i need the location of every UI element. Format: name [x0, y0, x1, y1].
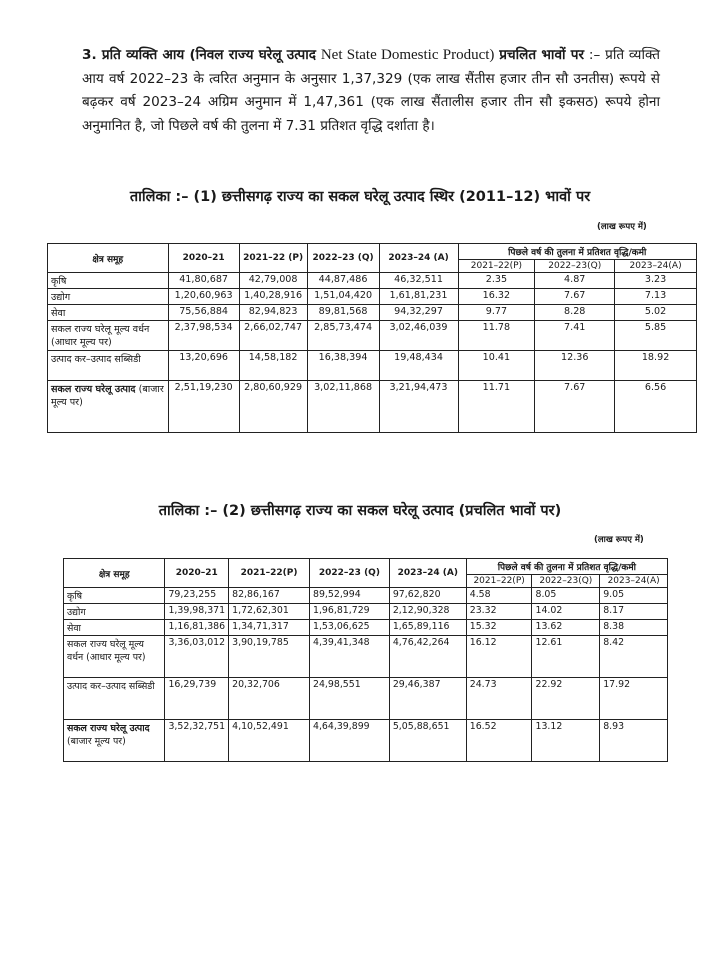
value-cell: 1,72,62,301 — [229, 604, 310, 620]
value-cell: 6.56 — [615, 381, 697, 433]
value-cell: 13.62 — [532, 620, 600, 636]
value-cell: 7.67 — [535, 381, 615, 433]
table-row — [64, 604, 668, 620]
value-cell: 8.28 — [535, 305, 615, 321]
year-header: 2021–22(P) — [229, 559, 310, 588]
value-cell: 11.78 — [458, 321, 535, 351]
table-row — [48, 381, 697, 433]
value-cell: 2,66,02,747 — [239, 321, 307, 351]
value-cell: 13,20,696 — [168, 351, 239, 381]
value-cell: 9.05 — [600, 588, 668, 604]
paragraph-lead-2: प्रचलित भावों पर — [499, 47, 585, 63]
value-cell: 42,79,008 — [239, 273, 307, 289]
value-cell: 1,16,81,386 — [165, 620, 229, 636]
value-cell: 13.12 — [532, 720, 600, 762]
value-cell: 16.12 — [466, 636, 532, 678]
value-cell: 5.02 — [615, 305, 697, 321]
growth-year-header: 2021–22(P) — [466, 575, 532, 588]
paragraph-lead: 3. प्रति व्यक्ति आय (निवल राज्य घरेलू उत्पाद — [82, 47, 316, 63]
year-header: 2023–24 (A) — [379, 244, 458, 273]
sector-name — [48, 381, 169, 433]
sector-name — [48, 273, 169, 289]
value-cell: 12.61 — [532, 636, 600, 678]
value-cell: 16,29,739 — [165, 678, 229, 720]
sector-name-text: उद्योग — [51, 292, 71, 303]
value-cell: 4,76,42,264 — [389, 636, 466, 678]
value-cell: 41,80,687 — [168, 273, 239, 289]
value-cell: 82,94,823 — [239, 305, 307, 321]
value-cell: 1,34,71,317 — [229, 620, 310, 636]
sector-header: क्षेत्र समूह — [64, 559, 165, 588]
value-cell: 7.67 — [535, 289, 615, 305]
value-cell: 3.23 — [615, 273, 697, 289]
value-cell: 2,51,19,230 — [168, 381, 239, 433]
value-cell: 20,32,706 — [229, 678, 310, 720]
value-cell: 4.58 — [466, 588, 532, 604]
table-row — [64, 588, 668, 604]
table-row — [48, 305, 697, 321]
growth-header: पिछले वर्ष की तुलना में प्रतिशत वृद्धि/कमी — [458, 244, 697, 260]
value-cell: 3,02,11,868 — [307, 381, 379, 433]
sector-name-text: कृषि — [67, 591, 83, 602]
value-cell: 10.41 — [458, 351, 535, 381]
sector-name — [64, 604, 165, 620]
growth-year-header: 2022–23(Q) — [532, 575, 600, 588]
value-cell: 2,85,73,474 — [307, 321, 379, 351]
sector-name — [48, 321, 169, 351]
sector-name — [64, 588, 165, 604]
value-cell: 3,90,19,785 — [229, 636, 310, 678]
gsdp-constant-prices-table — [47, 243, 697, 433]
table-row — [48, 289, 697, 305]
value-cell: 2,37,98,534 — [168, 321, 239, 351]
header-row — [64, 559, 668, 575]
table-row — [48, 273, 697, 289]
value-cell: 5,05,88,651 — [389, 720, 466, 762]
value-cell: 2,12,90,328 — [389, 604, 466, 620]
value-cell: 4,39,41,348 — [309, 636, 389, 678]
value-cell: 19,48,434 — [379, 351, 458, 381]
value-cell: 3,02,46,039 — [379, 321, 458, 351]
value-cell: 14,58,182 — [239, 351, 307, 381]
value-cell: 18.92 — [615, 351, 697, 381]
value-cell: 8.93 — [600, 720, 668, 762]
value-cell: 4,64,39,899 — [309, 720, 389, 762]
sector-name-text: सकल राज्य घरेलू मूल्य वर्धन (आधार मूल्य पर) — [67, 639, 146, 663]
sector-name — [64, 720, 165, 762]
table-row — [48, 321, 697, 351]
year-header: 2020–21 — [165, 559, 229, 588]
value-cell: 3,52,32,751 — [165, 720, 229, 762]
sector-name — [64, 620, 165, 636]
value-cell: 1,65,89,116 — [389, 620, 466, 636]
value-cell: 4.87 — [535, 273, 615, 289]
value-cell: 82,86,167 — [229, 588, 310, 604]
value-cell: 7.41 — [535, 321, 615, 351]
value-cell: 79,23,255 — [165, 588, 229, 604]
value-cell: 1,61,81,231 — [379, 289, 458, 305]
paragraph-body: :– प्रति व्यक्ति आय वर्ष 2022–23 के त्वरित अनुमान के अनुसार 1,37,329 (एक लाख सैंतीस हजार तीन सौ उनतीस) रूपये से बढ़कर वर्ष 2023–24 अग्रिम अनुमान में 1,47,361 (एक लाख सैंतालीस हजार तीन सौ इकसठ) रूपये होना अनुमानित है, जो पिछले वर्ष की तुलना में 7.31 प्रतिशत वृद्धि दर्शाता है। — [82, 47, 661, 134]
sector-name-text: कृषि — [51, 276, 67, 287]
value-cell: 2,80,60,929 — [239, 381, 307, 433]
sector-name-text: उत्पाद कर–उत्पाद सब्सिडी — [67, 681, 155, 692]
growth-year-header: 2023–24(A) — [615, 260, 697, 273]
value-cell: 8.05 — [532, 588, 600, 604]
value-cell: 16.32 — [458, 289, 535, 305]
value-cell: 16,38,394 — [307, 351, 379, 381]
value-cell: 16.52 — [466, 720, 532, 762]
sector-name-text: (बाजार मूल्य पर) — [67, 736, 126, 747]
per-capita-income-paragraph — [82, 44, 660, 138]
sector-name-text: उद्योग — [67, 607, 86, 618]
value-cell: 3,21,94,473 — [379, 381, 458, 433]
value-cell: 1,20,60,963 — [168, 289, 239, 305]
value-cell: 15.32 — [466, 620, 532, 636]
value-cell: 23.32 — [466, 604, 532, 620]
year-header: 2020–21 — [168, 244, 239, 273]
table-row — [64, 678, 668, 720]
value-cell: 1,53,06,625 — [309, 620, 389, 636]
year-header: 2022–23 (Q) — [307, 244, 379, 273]
header-row — [48, 244, 697, 260]
year-header: 2021–22 (P) — [239, 244, 307, 273]
value-cell: 7.13 — [615, 289, 697, 305]
table-row — [64, 636, 668, 678]
value-cell: 1,39,98,371 — [165, 604, 229, 620]
year-header: 2022–23 (Q) — [309, 559, 389, 588]
value-cell: 8.42 — [600, 636, 668, 678]
value-cell: 89,52,994 — [309, 588, 389, 604]
value-cell: 17.92 — [600, 678, 668, 720]
value-cell: 2.35 — [458, 273, 535, 289]
value-cell: 97,62,820 — [389, 588, 466, 604]
year-header: 2023–24 (A) — [389, 559, 466, 588]
sector-name-bold: सकल राज्य घरेलू उत्पाद — [51, 384, 136, 395]
growth-year-header: 2021–22(P) — [458, 260, 535, 273]
value-cell: 9.77 — [458, 305, 535, 321]
sector-name — [48, 289, 169, 305]
sector-name — [64, 678, 165, 720]
value-cell: 46,32,511 — [379, 273, 458, 289]
growth-header: पिछले वर्ष की तुलना में प्रतिशत वृद्धि/कमी — [466, 559, 667, 575]
value-cell: 1,96,81,729 — [309, 604, 389, 620]
value-cell: 24,98,551 — [309, 678, 389, 720]
sector-name-text: सेवा — [67, 623, 81, 634]
sector-name-text: उत्पाद कर–उत्पाद सब्सिडी — [51, 354, 141, 365]
table-row — [64, 720, 668, 762]
value-cell: 24.73 — [466, 678, 532, 720]
sector-name — [48, 351, 169, 381]
value-cell: 22.92 — [532, 678, 600, 720]
table2-title: तालिका :– (2) छत्तीसगढ़ राज्य का सकल घरेलू उत्पाद (प्रचलित भावों पर) — [158, 503, 562, 519]
value-cell: 14.02 — [532, 604, 600, 620]
value-cell: 1,40,28,916 — [239, 289, 307, 305]
table-row — [64, 620, 668, 636]
sector-name — [64, 636, 165, 678]
value-cell: 11.71 — [458, 381, 535, 433]
sector-header: क्षेत्र समूह — [48, 244, 169, 273]
value-cell: 75,56,884 — [168, 305, 239, 321]
table1-unit: (लाख रूपए में) — [597, 222, 647, 232]
gsdp-current-prices-table — [63, 558, 668, 762]
value-cell: 1,51,04,420 — [307, 289, 379, 305]
growth-year-header: 2023–24(A) — [600, 575, 668, 588]
value-cell: 8.17 — [600, 604, 668, 620]
value-cell: 3,36,03,012 — [165, 636, 229, 678]
value-cell: 5.85 — [615, 321, 697, 351]
value-cell: 44,87,486 — [307, 273, 379, 289]
growth-year-header: 2022–23(Q) — [535, 260, 615, 273]
table1-title: तालिका :– (1) छत्तीसगढ़ राज्य का सकल घरेलू उत्पाद स्थिर (2011–12) भावों पर — [129, 189, 591, 205]
value-cell: 94,32,297 — [379, 305, 458, 321]
sector-name-bold: सकल राज्य घरेलू उत्पाद — [67, 723, 150, 734]
value-cell: 29,46,387 — [389, 678, 466, 720]
sector-name-text: सेवा — [51, 308, 66, 319]
sector-name-text: सकल राज्य घरेलू मूल्य वर्धन (आधार मूल्य पर) — [51, 324, 150, 348]
value-cell: 4,10,52,491 — [229, 720, 310, 762]
value-cell: 89,81,568 — [307, 305, 379, 321]
value-cell: 8.38 — [600, 620, 668, 636]
value-cell: 12.36 — [535, 351, 615, 381]
paragraph-english: Net State Domestic Product) — [320, 47, 495, 63]
table-row — [48, 351, 697, 381]
table2-unit: (लाख रूपए में) — [594, 535, 644, 545]
sector-name-text: (बाजार मूल्य पर) — [51, 384, 164, 408]
sector-name — [48, 305, 169, 321]
